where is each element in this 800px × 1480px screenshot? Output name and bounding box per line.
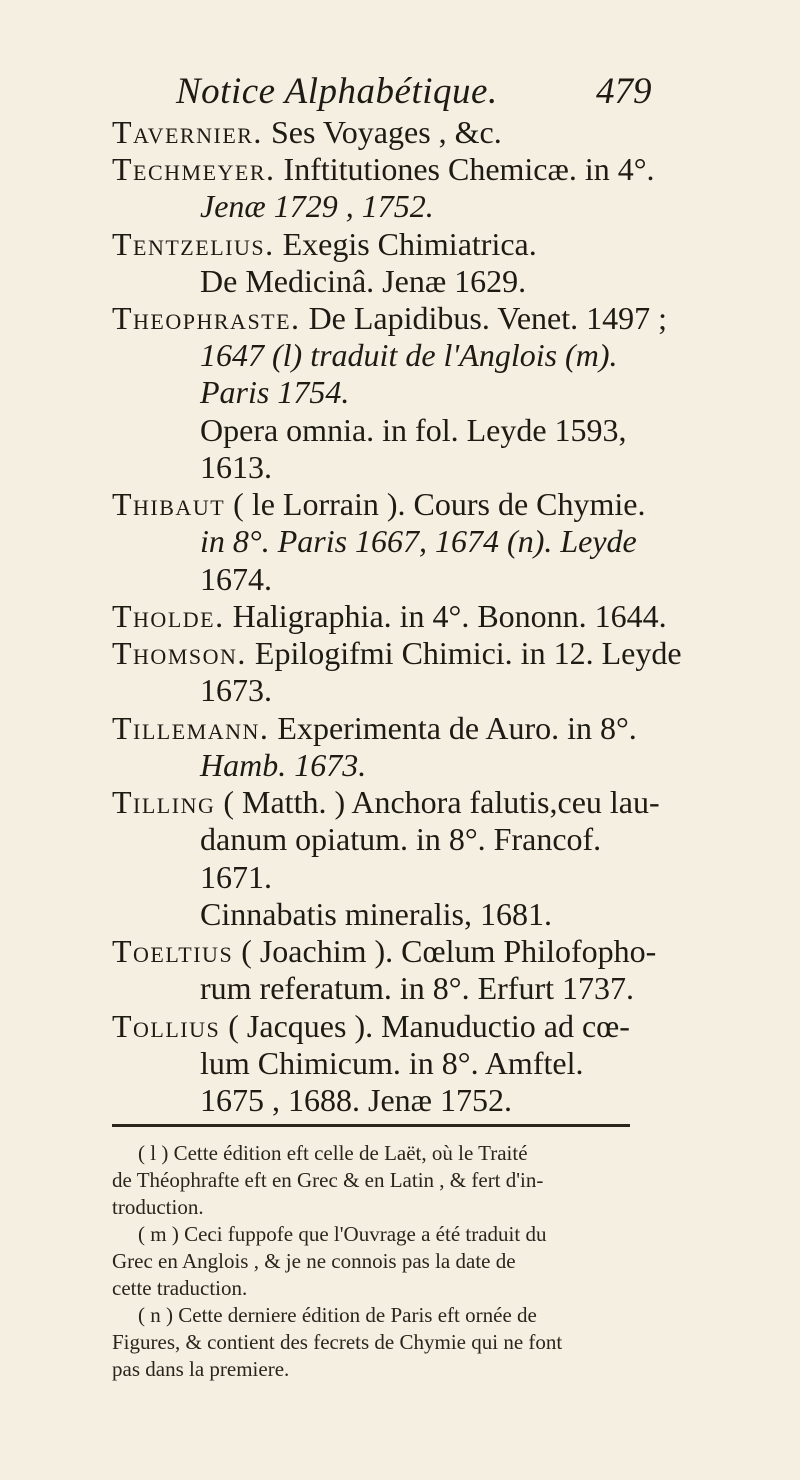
entry-line — [112, 151, 655, 187]
entry-line — [112, 486, 646, 522]
entry-line — [200, 337, 617, 373]
entry-text: 1671. — [200, 859, 272, 895]
entry-headword: Tavernier. — [112, 114, 263, 150]
entry-headword: Theophraste. — [112, 300, 301, 336]
entry-text: 1613. — [200, 449, 272, 485]
entry-line — [200, 970, 634, 1006]
entry-line — [200, 821, 601, 857]
entry-text: Paris 1754. — [200, 374, 350, 410]
entry-line — [112, 114, 502, 150]
entry-line — [112, 933, 656, 969]
entry-text: ( Joachim ). Cœlum Philofopho- — [233, 933, 657, 969]
entry-line — [200, 374, 349, 410]
footnote-line: ( m ) Ceci fuppofe que l'Ouvrage a été traduit du — [138, 1222, 547, 1246]
entry-line — [200, 1045, 583, 1081]
entry-headword: Thomson. — [112, 635, 247, 671]
page-number: 479 — [596, 71, 652, 112]
entry-text: De Medicinâ. Jenæ 1629. — [200, 263, 527, 299]
entry-headword: Tholde. — [112, 598, 225, 634]
entry-line — [200, 449, 272, 485]
entry-line — [112, 226, 537, 262]
footnote-line: ( l ) Cette édition eft celle de Laët, où le Traité — [138, 1141, 528, 1165]
footnote-line: ( n ) Cette derniere édition de Paris eft ornée de — [138, 1303, 537, 1327]
entry-headword: Thibaut — [112, 486, 226, 522]
entry-text: 1647 (l) traduit de l'Anglois (m). — [200, 337, 618, 373]
entry-text: ( le Lorrain ). Cours de Chymie. — [225, 486, 646, 522]
entry-line — [200, 747, 366, 783]
footnote-line: Grec en Anglois , & je ne connois pas la date de — [112, 1249, 516, 1273]
entry-line — [112, 300, 667, 336]
running-title: Notice Alphabétique. — [176, 71, 498, 112]
footnote-line: Figures, & contient des fecrets de Chymie qui ne font — [112, 1330, 563, 1354]
footnote-line: pas dans la premiere. — [112, 1357, 290, 1381]
entry-text: rum referatum. in 8°. Erfurt 1737. — [200, 970, 634, 1006]
entry-text: danum opiatum. in 8°. Francof. — [200, 821, 602, 857]
entry-line — [200, 412, 627, 448]
entry-headword: Tollius — [112, 1008, 221, 1044]
running-header — [176, 70, 656, 120]
entry-text: 1674. — [200, 561, 272, 597]
entry-headword: Tillemann. — [112, 710, 270, 746]
entry-text: Ses Voyages , &c. — [262, 114, 502, 150]
footnote-line: cette traduction. — [112, 1276, 248, 1300]
entry-text: 1675 , 1688. Jenæ 1752. — [200, 1082, 512, 1118]
entry-line — [200, 896, 552, 932]
entry-headword: Tilling — [112, 784, 216, 820]
entry-text: Inftitutiones Chemicæ. in 4°. — [275, 151, 655, 187]
entry-line — [112, 1008, 630, 1044]
footnote-line: de Théophrafte eft en Grec & en Latin , & fert d'in- — [112, 1168, 544, 1192]
entry-line — [200, 1082, 512, 1118]
footnote-line: troduction. — [112, 1195, 204, 1219]
entry-text: Opera omnia. in fol. Leyde 1593, — [200, 412, 627, 448]
entry-text: Exegis Chimiatrica. — [274, 226, 537, 262]
entry-text: Experimenta de Auro. in 8°. — [269, 710, 637, 746]
entry-text: De Lapidibus. Venet. 1497 ; — [300, 300, 668, 336]
entry-headword: Tentzelius. — [112, 226, 275, 262]
entry-line — [200, 263, 526, 299]
entry-text: 1673. — [200, 672, 272, 708]
entry-headword: Techmeyer. — [112, 151, 276, 187]
entry-headword: Toeltius — [112, 933, 234, 969]
footnote-rule — [112, 1124, 630, 1127]
entry-text: Hamb. 1673. — [200, 747, 367, 783]
entry-text: in 8°. Paris 1667, 1674 (n). Leyde — [200, 523, 637, 559]
entry-text: ( Jacques ). Manuductio ad cœ- — [220, 1008, 630, 1044]
entry-text: Jenæ 1729 , 1752. — [200, 188, 434, 224]
entry-line — [200, 561, 272, 597]
entry-text: lum Chimicum. in 8°. Amftel. — [200, 1045, 584, 1081]
entry-line — [200, 523, 637, 559]
entry-line — [200, 188, 434, 224]
entry-text: ( Matth. ) Anchora falutis,ceu lau- — [215, 784, 660, 820]
entry-line — [200, 859, 272, 895]
entry-line — [112, 710, 637, 746]
entry-line — [200, 672, 272, 708]
entry-line — [112, 784, 660, 820]
entry-text: Haligraphia. in 4°. Bononn. 1644. — [224, 598, 667, 634]
entry-text: Cinnabatis mineralis, 1681. — [200, 896, 552, 932]
entry-line — [112, 635, 682, 671]
entry-line — [112, 598, 667, 634]
entry-text: Epilogifmi Chimici. in 12. Leyde — [246, 635, 682, 671]
